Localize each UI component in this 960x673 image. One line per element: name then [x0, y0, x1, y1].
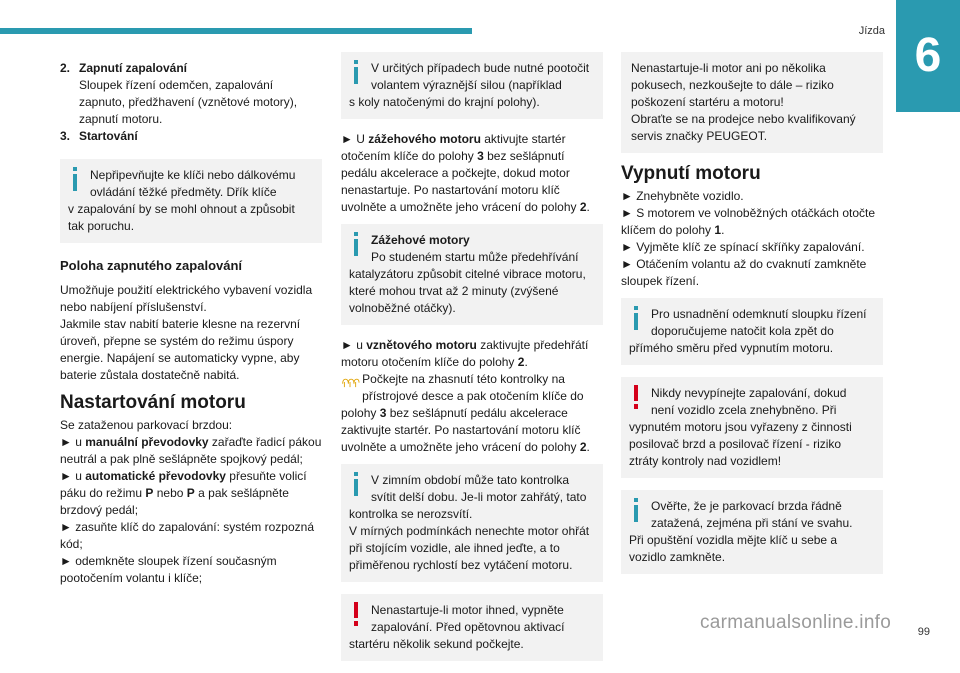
note-text: V určitých případech bude nutné pootočit volantem výraznější silou (například	[371, 61, 590, 92]
note-title: Zážehové motory	[371, 233, 470, 247]
watermark: carmanualsonline.info	[700, 612, 892, 633]
info-note	[60, 159, 322, 243]
info-icon	[349, 60, 363, 84]
note-text: Obraťte se na prodejce nebo kvalifikovaný servis značky PEUGEOT.	[631, 112, 856, 143]
step-title: Startování	[79, 129, 138, 143]
key-position: 2	[517, 355, 525, 369]
header-accent-bar	[0, 28, 472, 34]
preheat-lamp-icon	[341, 371, 360, 393]
bullet	[621, 205, 883, 239]
gear-p: P	[186, 486, 195, 500]
note-text: Při opuštění vozidla mějte klíč u sebe a vozidlo zamkněte.	[629, 533, 838, 564]
plain-note	[621, 52, 883, 153]
section-heading: Vypnutí motoru	[621, 163, 761, 184]
step-number: 2.	[60, 61, 71, 75]
bullet-prefix: ► u	[60, 469, 86, 483]
info-icon	[629, 498, 643, 522]
note-text: kontrolka se nerozsvítí.	[349, 507, 473, 521]
warning-icon	[629, 385, 643, 409]
page-number: 99	[917, 626, 930, 638]
info-note	[621, 298, 883, 365]
gear-n: P	[145, 486, 154, 500]
column-3	[621, 52, 883, 586]
paragraph: Jakmile stav nabití baterie klesne na rezervní úroveň, přepne se systém do režimu úspory energie. Napájení se automaticky vypne, aby baterie zůstala dostatečně nabitá.	[60, 317, 301, 382]
note-text: startéru několik sekund počkejte.	[349, 637, 524, 651]
info-note	[621, 490, 883, 574]
key-position: 2	[579, 440, 587, 454]
step-2	[60, 60, 322, 128]
info-icon	[68, 167, 82, 191]
note-text: Nenastartuje-li motor ani po několika pokusech, nezkoušejte to dále – riziko poškození startéru a motoru!	[631, 61, 834, 109]
warning-note	[341, 594, 603, 661]
info-note	[341, 52, 603, 119]
bullet-prefix: ► u	[60, 435, 86, 449]
note-text: vypnutém motoru jsou vyřazeny z činnosti posilovač brzd a posilovač řízení - riziko ztráty kontroly nad vozidlem!	[629, 420, 852, 468]
section-title: Jízda	[858, 25, 885, 37]
note-text: katalyzátoru způsobit citelné vibrace motoru, které mohou trvat až 2 minuty (zvýšené volnoběžné otáčky).	[349, 267, 586, 315]
section-heading: Nastartování motoru	[60, 392, 246, 413]
paragraph	[341, 337, 603, 371]
bullet: ► zasuňte klíč do zapalování: systém rozpozná kód;	[60, 520, 315, 551]
bullet-prefix: ► u	[341, 338, 367, 352]
paragraph	[341, 131, 603, 216]
note-text: Ověřte, že je parkovací brzda řádně zatažená, zejména při stání ve svahu.	[651, 499, 853, 530]
bullet: ► odemkněte sloupek řízení současným pootočením volantu i klíče;	[60, 554, 277, 585]
note-text: Nenastartuje-li motor ihned, vypněte zapalování. Před opětovnou aktivací	[371, 603, 565, 634]
paragraph-text: .	[524, 355, 528, 369]
warning-note	[621, 377, 883, 478]
chapter-tab: 6	[896, 0, 960, 112]
paragraph-text: polohy	[341, 406, 380, 420]
paragraph-text: zaktivujte předehřátí motoru otočením klíče do polohy	[341, 338, 589, 369]
note-text: s koly natočenými do krajní polohy).	[349, 95, 540, 109]
info-note	[341, 224, 603, 325]
bullet-text: .	[721, 223, 725, 237]
bullet	[60, 434, 322, 468]
note-text: v zapalování by se mohl ohnout a způsobit tak poruchu.	[68, 202, 295, 233]
info-icon	[349, 232, 363, 256]
paragraph: Umožňuje použití elektrického vybavení vozidla nebo nabíjení příslušenství.	[60, 283, 313, 314]
bullet-emphasis: zážehového motoru	[368, 132, 481, 146]
bullet	[60, 468, 322, 519]
note-text: Po studeném startu může předehřívání	[371, 250, 579, 264]
bullet-emphasis: manuální převodovky	[85, 435, 209, 449]
key-position: 2	[579, 200, 587, 214]
bullet-text: a pak sešlápněte brzdový pedál;	[60, 486, 289, 517]
paragraph-text: aktivujte startér otočením klíče do polohy	[341, 132, 566, 163]
paragraph-text: .	[586, 440, 590, 454]
note-text: Nikdy nevypínejte zapalování, dokud není vozidlo zcela znehybněno. Při	[651, 386, 847, 417]
info-note	[341, 464, 603, 582]
note-text: přímého směru před vypnutím motoru.	[629, 341, 834, 355]
paragraph-text: Počkejte na zhasnutí této kontrolky na přístrojové desce a pak otočením klíče do	[362, 372, 584, 403]
note-text: Nepřipevňujte ke klíči nebo dálkovému ovládání těžké předměty. Dřík klíče	[90, 168, 296, 199]
key-position: 3	[379, 406, 387, 420]
key-position: 3	[477, 149, 484, 163]
step-title: Zapnutí zapalování	[79, 61, 188, 75]
info-icon	[629, 306, 643, 330]
paragraph-text: bez sešlápnutí pedálu akcelerace zaktivujte startér. Po nastartování motoru klíč uvolněte a umožněte jeho vrácení do polohy	[341, 406, 581, 454]
bullet-text: zařaďte řadicí pákou neutrál a pak plně sešlápněte spojkový pedál;	[60, 435, 322, 466]
bullet-text: přesuňte volicí páku do režimu	[60, 469, 307, 500]
paragraph: Se zataženou parkovací brzdou:	[60, 418, 233, 432]
bullet: ► Vyjměte klíč ze spínací skříňky zapalování.	[621, 240, 865, 254]
warning-icon	[349, 602, 363, 626]
step-number: 3.	[60, 129, 71, 143]
bullet-text: nebo	[153, 486, 187, 500]
bullet-text: ► S motorem ve volnoběžných otáčkách otočte klíčem do polohy	[621, 206, 876, 237]
step-3	[60, 128, 322, 145]
paragraph-text: bez sešlápnutí pedálu akcelerace a počkejte, dokud motor nenastartuje. Po nastartování motoru klíč uvolněte a umožněte jeho vrácení do polohy	[341, 149, 580, 214]
paragraph-text: .	[586, 200, 590, 214]
paragraph	[341, 405, 603, 456]
column-2	[341, 52, 603, 673]
column-1	[60, 60, 322, 587]
info-icon	[349, 472, 363, 496]
subheading: Poloha zapnutého zapalování	[60, 258, 243, 273]
note-text: Pro usnadnění odemknutí sloupku řízení doporučujeme natočit kola zpět do	[651, 307, 867, 338]
lamp-paragraph	[341, 371, 603, 405]
note-text: V mírných podmínkách nenechte motor ohřát při stojícím vozidle, ale ihned jeďte, a to přiměřenou rychlostí bez vytáčení motoru.	[349, 524, 590, 572]
bullet: ► Otáčením volantu až do cvaknutí zamkněte sloupek řízení.	[621, 257, 867, 288]
bullet-emphasis: vznětového motoru	[366, 338, 477, 352]
bullet: ► Znehybněte vozidlo.	[621, 189, 744, 203]
key-position: 1	[714, 223, 722, 237]
bullet-emphasis: automatické převodovky	[85, 469, 226, 483]
step-text: Sloupek řízení odemčen, zapalování zapnuto, předžhavení (vznětové motory), zapnutí motoru.	[79, 78, 298, 126]
bullet-prefix: ► U	[341, 132, 369, 146]
note-text: V zimním období může tato kontrolka svítit delší dobu. Je-li motor zahřátý, tato	[371, 473, 587, 504]
